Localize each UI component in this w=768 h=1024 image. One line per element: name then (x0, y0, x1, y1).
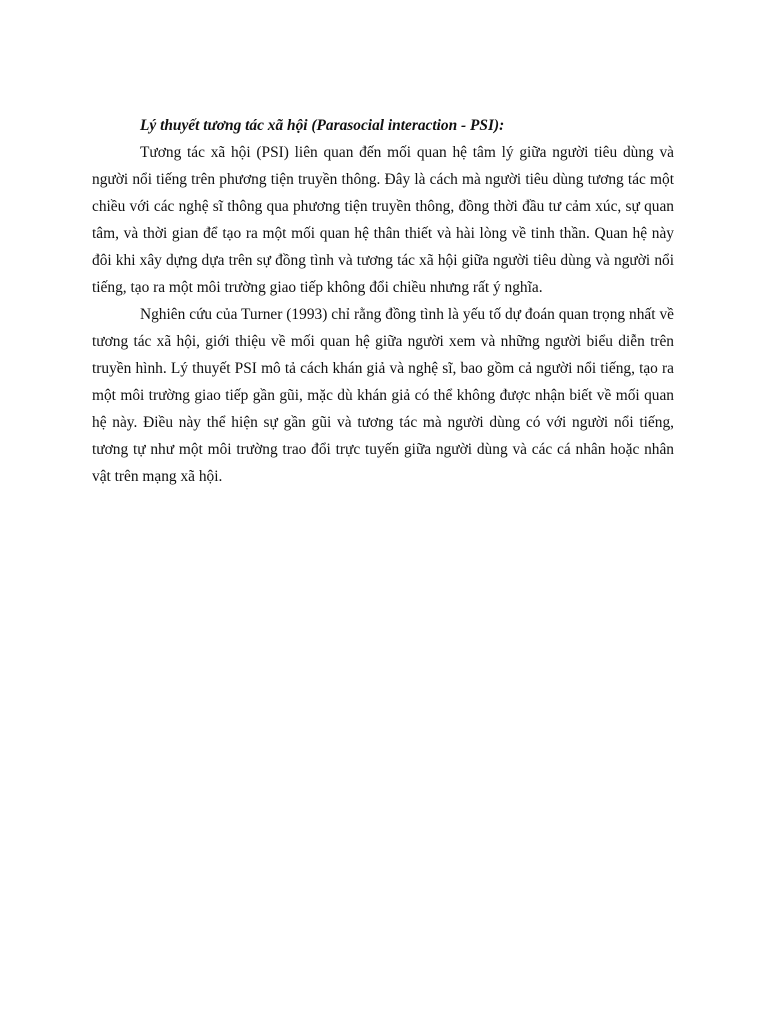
paragraph-1: Tương tác xã hội (PSI) liên quan đến mối quan hệ tâm lý giữa người tiêu dùng và người nổi tiếng trên phương tiện truyền thông. Đây là cách mà người tiêu dùng tương tác một chiều với các nghệ sĩ thông qua phương tiện truyền thông, đồng thời đầu tư cảm xúc, sự quan tâm, và thời gian để tạo ra một mối quan hệ thân thiết và hài lòng về tinh thần. Quan hệ này đôi khi xây dựng dựa trên sự đồng tình và tương tác xã hội giữa người tiêu dùng và người nổi tiếng, tạo ra một môi trường giao tiếp không đổi chiều nhưng rất ý nghĩa. (92, 144, 674, 296)
paragraph-2: Nghiên cứu của Turner (1993) chỉ rằng đồng tình là yếu tố dự đoán quan trọng nhất về tương tác xã hội, giới thiệu về mối quan hệ giữa người xem và những người biểu diễn trên truyền hình. Lý thuyết PSI mô tả cách khán giả và nghệ sĩ, bao gồm cả người nổi tiếng, tạo ra một môi trường giao tiếp gần gũi, mặc dù khán giả có thể không được nhận biết về mối quan hệ này. Điều này thể hiện sự gần gũi và tương tác mà người dùng có với người nổi tiếng, tương tự như một môi trường trao đổi trực tuyến giữa người dùng và các cá nhân hoặc nhân vật trên mạng xã hội. (92, 306, 674, 485)
section-heading: Lý thuyết tương tác xã hội (Parasocial interaction - PSI): (140, 117, 505, 134)
document-body (92, 112, 674, 490)
